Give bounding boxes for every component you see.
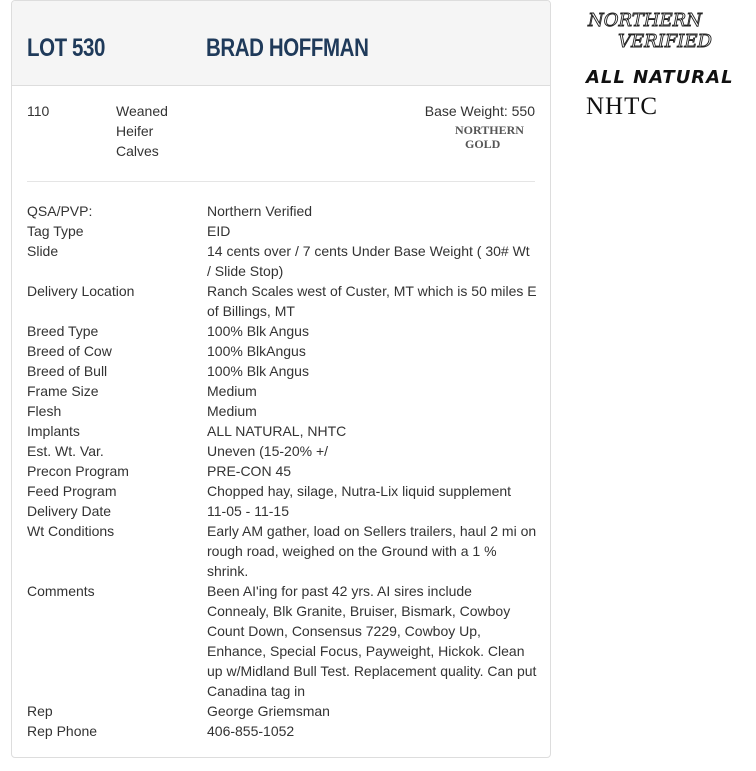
- detail-value: 100% Blk Angus: [207, 323, 309, 339]
- detail-label: Slide: [27, 243, 59, 259]
- detail-label: Delivery Location: [27, 283, 135, 299]
- lot-header: [12, 1, 550, 86]
- detail-label: Comments: [27, 583, 95, 599]
- lot-summary: [27, 101, 535, 182]
- lot-number: LOT 530: [27, 34, 106, 62]
- detail-label: Est. Wt. Var.: [27, 443, 104, 459]
- detail-value: Ranch Scales west of Custer, MT which is 50 miles E of Billings, MT: [207, 283, 537, 319]
- head-count: 110: [27, 103, 50, 119]
- detail-value: Northern Verified: [207, 203, 313, 219]
- detail-row: [27, 201, 537, 221]
- detail-value: Been AI'ing for past 42 yrs. AI sires include Connealy, Blk Granite, Bruiser, Bismark, Cowboy Count Down, Consensus 7229, Cowboy Up, Enhance, Special Focus, Payweight, Hickok. Clean up w/Midland Bull Test. Replacement quality. Can put Canadina tag in: [207, 583, 537, 699]
- detail-value: EID: [207, 223, 231, 239]
- detail-value: 100% BlkAngus: [207, 343, 306, 359]
- detail-row: [27, 361, 537, 381]
- detail-label: Delivery Date: [27, 503, 112, 519]
- detail-value: PRE-CON 45: [207, 463, 292, 479]
- northern-gold-logo-line1: NORTHERN: [455, 123, 524, 137]
- detail-label: QSA/PVP:: [27, 203, 93, 219]
- detail-label: Breed of Bull: [27, 363, 108, 379]
- detail-row: [27, 721, 537, 741]
- detail-label: Feed Program: [27, 483, 117, 499]
- northern-verified-line2: VERIFIED: [618, 31, 712, 52]
- base-weight-value: 550: [511, 103, 535, 119]
- detail-value: 14 cents over / 7 cents Under Base Weight ( 30# Wt / Slide Stop): [207, 243, 530, 279]
- detail-value: 100% Blk Angus: [207, 363, 309, 379]
- detail-row: [27, 281, 537, 321]
- detail-row: [27, 321, 537, 341]
- detail-row: [27, 581, 537, 701]
- detail-label: Precon Program: [27, 463, 129, 479]
- base-weight-label: Base Weight:: [424, 103, 508, 119]
- detail-value: Uneven (15-20% +/: [207, 443, 329, 459]
- detail-label: Tag Type: [27, 223, 84, 239]
- detail-value: Early AM gather, load on Sellers trailers, haul 2 mi on rough road, weighed on the Ground with a 1 % shrink.: [207, 523, 537, 579]
- detail-row: [27, 521, 537, 581]
- seller-name: BRAD HOFFMAN: [206, 34, 369, 62]
- detail-row: [27, 701, 537, 721]
- detail-row: [27, 461, 537, 481]
- detail-label: Breed Type: [27, 323, 99, 339]
- lot-card: [11, 0, 551, 758]
- northern-gold-logo-line2: GOLD: [465, 137, 501, 151]
- detail-label: Breed of Cow: [27, 343, 112, 359]
- detail-value: George Griemsman: [207, 703, 330, 719]
- detail-row: [27, 441, 537, 461]
- detail-value: 11-05 - 11-15: [207, 503, 289, 519]
- detail-value: Medium: [207, 383, 257, 399]
- all-natural-text: ALL NATURAL: [586, 67, 734, 88]
- nhtc-text: NHTC: [586, 93, 659, 120]
- detail-row: [27, 401, 537, 421]
- lot-details: [27, 201, 537, 741]
- detail-value: ALL NATURAL, NHTC: [207, 423, 347, 439]
- detail-label: Implants: [27, 423, 80, 439]
- detail-value: 406-855-1052: [207, 723, 295, 739]
- detail-row: [27, 341, 537, 361]
- detail-row: [27, 421, 537, 441]
- detail-value: Chopped hay, silage, Nutra-Lix liquid supplement: [207, 483, 512, 499]
- detail-label: Rep: [27, 703, 53, 719]
- detail-label: Flesh: [27, 403, 62, 419]
- detail-label: Frame Size: [27, 383, 99, 399]
- northern-verified-line1: NORTHERN: [588, 10, 702, 31]
- detail-row: [27, 501, 537, 521]
- detail-label: Wt Conditions: [27, 523, 115, 539]
- detail-row: [27, 221, 537, 241]
- detail-row: [27, 241, 537, 281]
- detail-value: Medium: [207, 403, 257, 419]
- detail-row: [27, 381, 537, 401]
- detail-row: [27, 481, 537, 501]
- detail-label: Rep Phone: [27, 723, 98, 739]
- cattle-description: Weaned Heifer Calves: [116, 103, 168, 159]
- base-weight: [425, 101, 535, 121]
- northern-gold-logo-icon: [453, 121, 533, 151]
